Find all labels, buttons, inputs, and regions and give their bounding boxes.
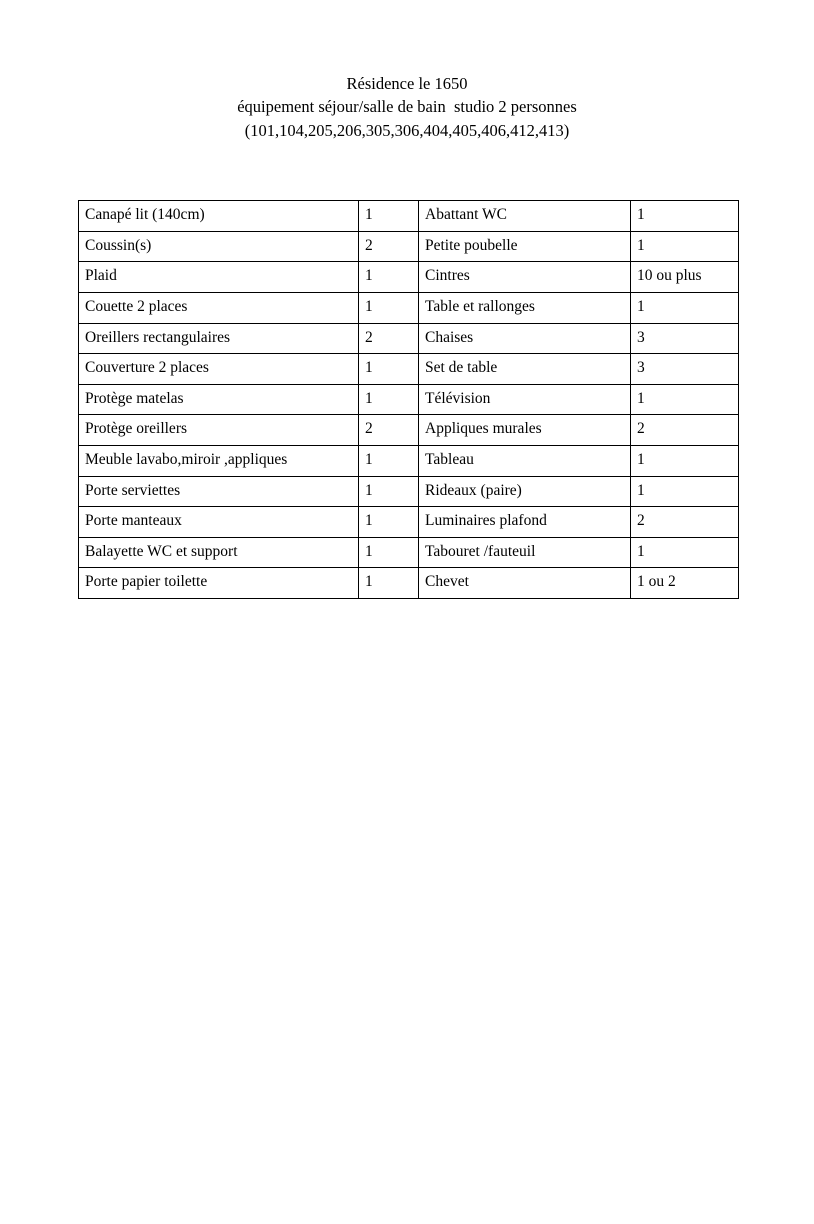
- table-row: [79, 293, 739, 324]
- item-left-cell: Meuble lavabo,miroir ,appliques: [79, 446, 359, 477]
- qty-right-cell: 2: [631, 415, 739, 446]
- qty-right-cell: 1: [631, 201, 739, 232]
- qty-right-cell: 10 ou plus: [631, 262, 739, 293]
- table-row: [79, 568, 739, 599]
- table-row: [79, 537, 739, 568]
- item-right-cell: Tabouret /fauteuil: [419, 537, 631, 568]
- qty-left-cell: 1: [359, 354, 419, 385]
- qty-right-cell: 3: [631, 354, 739, 385]
- item-left-cell: Plaid: [79, 262, 359, 293]
- title-line-1: Résidence le 1650: [346, 74, 468, 93]
- item-right-cell: Petite poubelle: [419, 231, 631, 262]
- qty-right-cell: 1 ou 2: [631, 568, 739, 599]
- item-left-cell: Oreillers rectangulaires: [79, 323, 359, 354]
- table-row: [79, 323, 739, 354]
- table-row: [79, 262, 739, 293]
- item-left-cell: Porte manteaux: [79, 507, 359, 538]
- table-row: [79, 354, 739, 385]
- item-left-cell: Couverture 2 places: [79, 354, 359, 385]
- title-line-3: (101,104,205,206,305,306,404,405,406,412,413): [244, 120, 570, 140]
- equipment-table: [78, 200, 739, 599]
- qty-right-cell: 3: [631, 323, 739, 354]
- qty-right-cell: 1: [631, 384, 739, 415]
- qty-right-cell: 1: [631, 476, 739, 507]
- document-page: [0, 72, 814, 1224]
- qty-left-cell: 1: [359, 476, 419, 507]
- qty-left-cell: 1: [359, 384, 419, 415]
- item-right-cell: Rideaux (paire): [419, 476, 631, 507]
- item-right-cell: Télévision: [419, 384, 631, 415]
- qty-right-cell: 1: [631, 446, 739, 477]
- qty-left-cell: 2: [359, 415, 419, 446]
- table-row: [79, 476, 739, 507]
- item-right-cell: Set de table: [419, 354, 631, 385]
- qty-right-cell: 1: [631, 537, 739, 568]
- equipment-table-wrap: [78, 200, 738, 599]
- table-row: [79, 384, 739, 415]
- item-left-cell: Protège oreillers: [79, 415, 359, 446]
- qty-left-cell: 1: [359, 568, 419, 599]
- item-left-cell: Balayette WC et support: [79, 537, 359, 568]
- document-title-block: [0, 72, 814, 142]
- table-row: [79, 201, 739, 232]
- qty-left-cell: 1: [359, 537, 419, 568]
- qty-right-cell: 2: [631, 507, 739, 538]
- item-right-cell: Tableau: [419, 446, 631, 477]
- qty-left-cell: 2: [359, 231, 419, 262]
- item-right-cell: Abattant WC: [419, 201, 631, 232]
- item-right-cell: Luminaires plafond: [419, 507, 631, 538]
- item-right-cell: Chevet: [419, 568, 631, 599]
- table-row: [79, 415, 739, 446]
- item-left-cell: Porte papier toilette: [79, 568, 359, 599]
- item-right-cell: Cintres: [419, 262, 631, 293]
- item-left-cell: Couette 2 places: [79, 293, 359, 324]
- qty-left-cell: 1: [359, 262, 419, 293]
- qty-left-cell: 1: [359, 446, 419, 477]
- qty-left-cell: 1: [359, 201, 419, 232]
- title-line-2: équipement séjour/salle de bain studio 2 personnes: [237, 97, 577, 117]
- item-right-cell: Chaises: [419, 323, 631, 354]
- table-row: [79, 231, 739, 262]
- qty-right-cell: 1: [631, 293, 739, 324]
- qty-left-cell: 1: [359, 507, 419, 538]
- qty-left-cell: 1: [359, 293, 419, 324]
- item-right-cell: Table et rallonges: [419, 293, 631, 324]
- table-row: [79, 507, 739, 538]
- table-row: [79, 446, 739, 477]
- qty-left-cell: 2: [359, 323, 419, 354]
- item-right-cell: Appliques murales: [419, 415, 631, 446]
- item-left-cell: Coussin(s): [79, 231, 359, 262]
- item-left-cell: Canapé lit (140cm): [79, 201, 359, 232]
- item-left-cell: Porte serviettes: [79, 476, 359, 507]
- item-left-cell: Protège matelas: [79, 384, 359, 415]
- qty-right-cell: 1: [631, 231, 739, 262]
